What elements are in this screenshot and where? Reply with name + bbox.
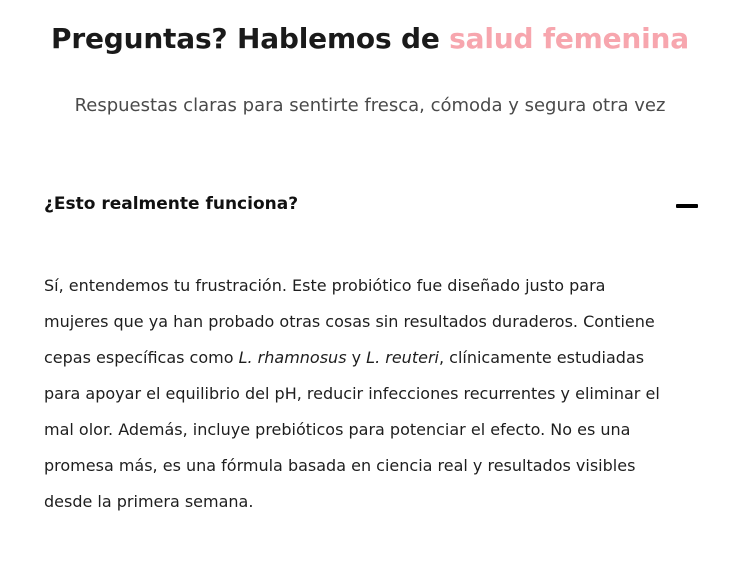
faq-item (44, 180, 704, 511)
heading-prefix: Preguntas? Hablemos de (51, 22, 450, 55)
faq-question[interactable]: ¿Esto realmente funciona? (44, 194, 299, 214)
strain-name-1: L. rhamnosus (238, 348, 347, 367)
answer-text-2: y (346, 348, 367, 367)
answer-text-3: , clínicamente estudiadas para apoyar el equilibrio del pH, reducir infecciones recurrentes y eliminar el mal olor. Además, incluye prebióticos para potenciar el efecto. No es una promesa más, es una fórmula basada en ciencia real y resultados visibles desde la primera semana. (44, 348, 660, 511)
section-subheading: Respuestas claras para sentirte fresca, cómoda y segura otra vez (74, 95, 666, 116)
section-heading (0, 22, 740, 55)
strain-name-2: L. reuteri (366, 348, 439, 367)
faq-question-toggle[interactable] (44, 180, 704, 230)
heading-accent: salud femenina (449, 22, 689, 55)
answer-text-1: Sí, entendemos tu frustración. Este probiótico fue diseñado justo para mujeres que ya han probado otras cosas sin resultados duraderos. Contiene cepas específicas como (44, 276, 655, 367)
faq-answer (44, 268, 668, 520)
minus-icon[interactable] (676, 204, 698, 208)
